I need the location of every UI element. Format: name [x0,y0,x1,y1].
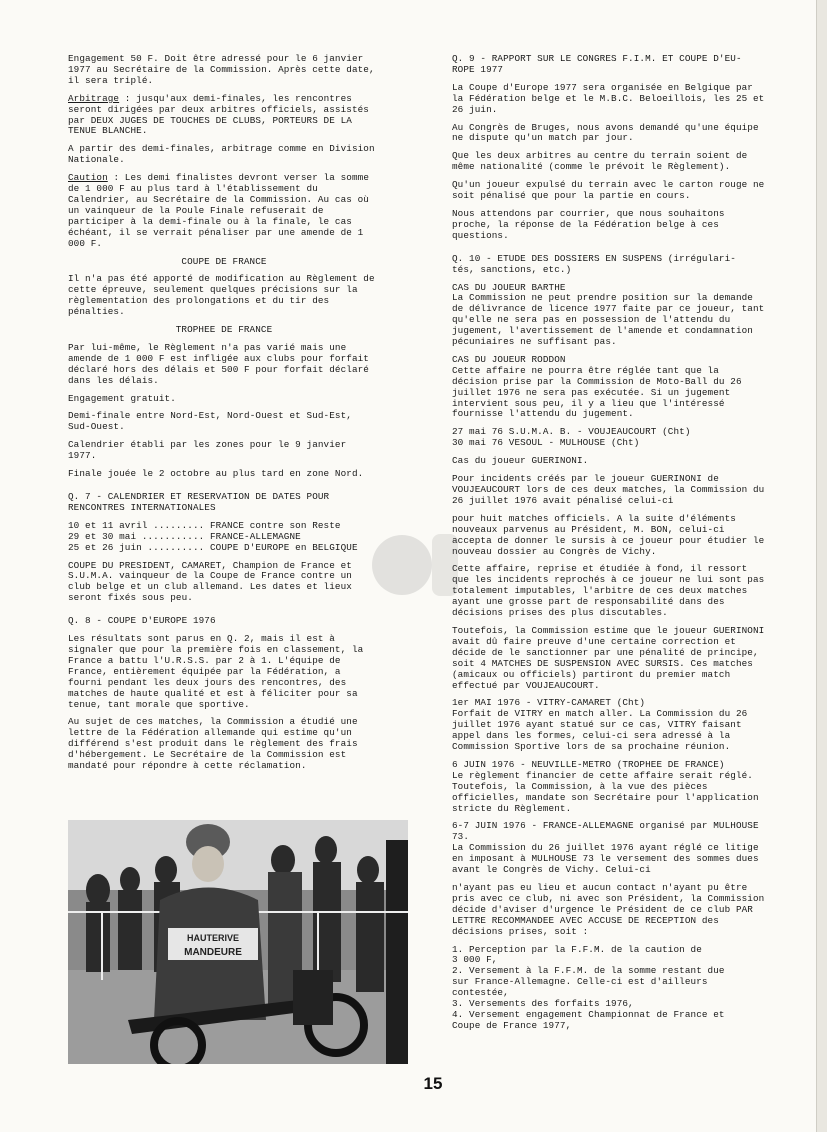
section-heading: COUPE DE FRANCE [181,255,267,267]
paragraph: Qu'un joueur expulsé du terrain avec le carton rouge ne soit pénalisé que pour la partie en cours. [452,179,765,202]
paragraph: Il n'a pas été apporté de modification au Règlement de cette épreuve, seulement quelques précisions sur la règlementation des prolongations et du tir des pénalties. [68,273,375,318]
paragraph: Au Congrès de Bruges, nous avons demandé qu'une équipe ne dispute qu'un match par jour. [452,121,759,144]
paragraph: Q. 8 - COUPE D'EUROPE 1976 [68,615,216,627]
paragraph: Q. 9 - RAPPORT SUR LE CONGRES F.I.M. ET COUPE D'EU- ROPE 1977 [452,53,742,75]
moto-ball-photo [68,820,408,1064]
paragraph: 6-7 JUIN 1976 - FRANCE-ALLEMAGNE organisé par MULHOUSE 73. La Commission du 26 juillet 1976 ayant réglé ce litige en imposant à MULHOUSE 73 le versement des sommes dues avant le Congrès de Vichy. Celui-ci [452,820,759,876]
paragraph-text: : jusqu'aux demi-finales, les rencontres seront dirigées par deux arbitres officiels, assistés par DEUX JUGES DE TOUCHES DE CLUBS, PORTEURS DE LA TENUE BLANCHE. [68,92,369,137]
paragraph: 1. Perception par la F.F.M. de la caution de 3 000 F, 2. Versement à la F.F.M. de la somme restant due sur France-Allemagne. Celle-ci est d'ailleurs contestée, 3. Versements des forfaits 1976, 4. Versement engagement Championnat de France et Coupe de France 1977, [452,943,725,1031]
paragraph: n'ayant pas eu lieu et aucun contact n'ayant pu être pris avec ce club, ni avec son Président, la Commission décide d'aviser d'urgence le Président de ce club PAR LETTRE RECOMMANDEE AVEC ACCUSE DE RECEPTION des décisions prises, soit : [452,882,765,937]
page-number: 15 [423,1074,443,1093]
paragraph: CAS DU JOUEUR BARTHE La Commission ne peut prendre position sur la demande de délivrance de licence 1977 faite par ce joueur, tant qu'elle ne sera pas en possession de l'attendu du jugement, l'avertissement de l'amende et condamnation pécuniaires ne suffisant pas. [452,281,765,348]
paragraph: Q. 7 - CALENDRIER ET RESERVATION DE DATES POUR RENCONTRES INTERNATIONALES [68,491,330,513]
paragraph: 27 mai 76 S.U.M.A. B. - VOUJEAUCOURT (Cht) 30 mai 76 VESOUL - MULHOUSE (Cht) [452,426,691,449]
paragraph: 6 JUIN 1976 - NEUVILLE-METRO (TROPHEE DE FRANCE) Le règlement financier de cette affaire serait réglé. Toutefois, la Commission, à la vue des pièces officielles, mandate son Secrétaire pour l'application stricte du Règlement. [452,758,759,814]
paragraph [68,173,380,249]
paragraph: Cas du joueur GUERINONI. [452,455,589,467]
paragraph: COUPE DU PRESIDENT, CAMARET, Champion de France et S.U.M.A. vainqueur de la Coupe de France contre un club belge et un club allemand. Les dates et lieux seront fixés sous peu. [68,559,352,604]
paragraph: 10 et 11 avril ......... FRANCE contre son Reste 29 et 30 mai ........... FRANCE-ALLEMAGNE 25 et 26 juin .......... COUPE D'EUROPE en BELGIQUE [68,519,358,553]
paragraph: Par lui-même, le Règlement n'a pas varié mais une amende de 1 000 F est infligée aux clubs pour forfait déclaré hors des délais et 500 F pour forfait déclaré dans les délais. [68,341,369,386]
paragraph: Au sujet de ces matches, la Commission a étudié une lettre de la Fédération allemande qui estime qu'un différend s'est produit dans le règlement des frais d'hébergement. Le Secrétaire de la Commission est mandaté pour répondre à cette réclamation. [68,716,358,772]
paragraph: pour huit matches officiels. A la suite d'éléments nouveaux parvenus au Président, M. BON, celui-ci accepta de donner le sursis à ce joueur pour étudier le nouveau dossier au Congrès de Vichy. [452,512,765,557]
paragraph: Demi-finale entre Nord-Est, Nord-Ouest et Sud-Est, Sud-Ouest. [68,410,352,433]
paragraph-lead: Caution [68,172,108,184]
paragraph: CAS DU JOUEUR RODDON Cette affaire ne pourra être réglée tant que la décision prise par la Commission de Moto-Ball du 26 juillet 1976 ne sera pas exécutée. Si un jugement intervient sous peu, il y a lieu que l'intéressé fournisse l'attendu du jugement. [452,353,742,420]
paragraph: La Coupe d'Europe 1977 sera organisée en Belgique par la Fédération belge et le M.B.C. Beloeillois, les 25 et 26 juin. [452,81,765,115]
paragraph: Engagement gratuit. [68,392,176,404]
paragraph: 1er MAI 1976 - VITRY-CAMARET (Cht) Forfait de VITRY en match aller. La Commission du 26 juillet 1976 ayant statué sur ce cas, VITRY faisant appel dans les formes, celui-ci sera adressé à la Commission Sportive lors de sa prochaine réunion. [452,697,748,753]
right-column [452,54,768,1039]
section-heading: TROPHEE DE FRANCE [175,324,273,336]
paragraph-text: : Les demi finalistes devront verser la somme de 1 000 F au plus tard à l'établissement du Calendrier, au Secrétaire de la Commission. Au cas où un vainqueur de la Poule Finale refuserait de participer à la demi-finale ou à la finale, le cas échéant, il se verrait pénaliser par une amende de 1 000 F. [68,172,370,249]
paragraph: Pour incidents créés par le joueur GUERINONI de VOUJEAUCOURT lors de ces deux matches, la Commission du 26 juillet 1976 avait pénalisé celui-ci [452,473,765,506]
paragraph: Que les deux arbitres au centre du terrain soient de même nationalité (comme le prévoit le Règlement). [452,150,748,173]
paragraph: Nous attendons par courrier, que nous souhaitons proche, la réponse de la Fédération belge à ces questions. [452,207,725,241]
jersey-text-bottom: MANDEURE [184,947,242,958]
left-column [68,54,380,779]
paragraph: Les résultats sont parus en Q. 2, mais il est à signaler que pour la première fois en classement, la France a battu l'U.R.S.S. par 2 à 1. L'équipe de France, entièrement équipée par la Fédération, a fourni pendant les deux jours des rencontres, des matches de haute qualité et est à féliciter pour sa tenue, tant morale que sportive. [68,633,364,710]
paragraph-lead: Arbitrage [68,92,120,104]
watermark-logo [370,520,470,610]
paragraph: Cette affaire, reprise et étudiée à fond, il ressort que les incidents reprochés à ce joueur ne lui sont pas totalement imputables, l'arbitre de ces deux matches ayant une grosse part de responsabilité dans des décisions prises des plus discutables. [452,563,765,619]
paragraph: Engagement 50 F. Doit être adressé pour le 6 janvier 1977 au Secrétaire de la Commission. Après cette date, il sera triplé. [68,53,375,86]
paragraph: Q. 10 - ETUDE DES DOSSIERS EN SUSPENS (irrégulari- tés, sanctions, etc.) [452,252,736,275]
paragraph: Finale jouée le 2 octobre au plus tard en zone Nord. [68,468,364,480]
page-edge [816,0,827,1132]
jersey-text-top: HAUTERIVE [186,933,240,943]
paragraph [68,94,380,138]
paragraph: Toutefois, la Commission estime que le joueur GUERINONI avait dû faire preuve d'une certaine correction et décide de le sanctionner par une pénalité de principe, soit 4 MATCHES DE SUSPENSION AVEC SURSIS. Ces matches (amicaux ou officiels) partiront du premier match effectué par VOUJEAUCOURT. [452,624,765,691]
paragraph: A partir des demi-finales, arbitrage comme en Division Nationale. [68,143,375,166]
paragraph: Calendrier établi par les zones pour le 9 janvier 1977. [68,439,347,462]
